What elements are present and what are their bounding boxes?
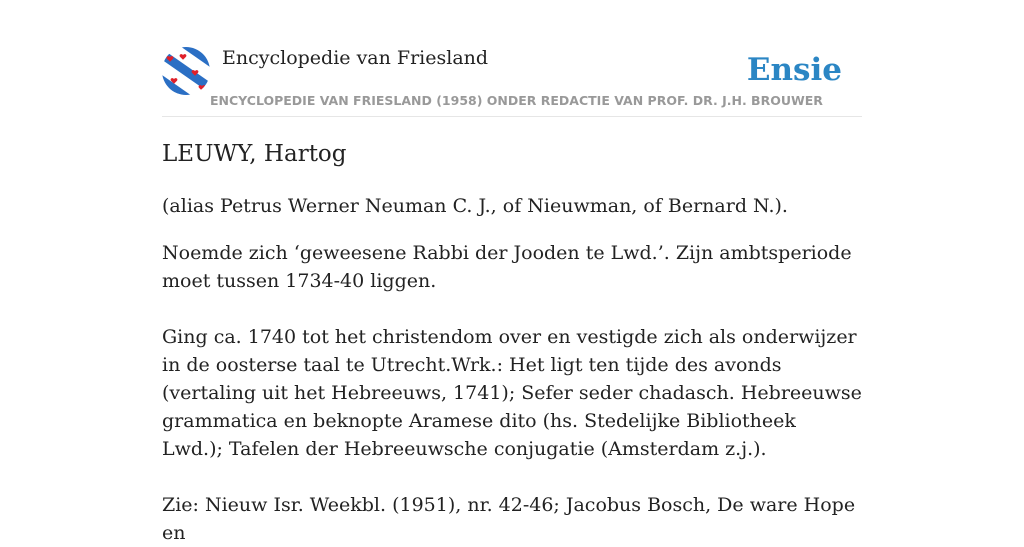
ensie-brand-link[interactable]: Ensie [746, 52, 842, 88]
entry-title: LEUWY, Hartog [162, 141, 347, 167]
encyclopedia-subtitle: ENCYCLOPEDIE VAN FRIESLAND (1958) ONDER REDACTIE VAN PROF. DR. J.H. BROUWER [210, 93, 823, 108]
site-header [162, 40, 862, 117]
entry-alias: (alias Petrus Werner Neuman C. J., of Nieuwman, of Bernard N.). [162, 195, 788, 217]
article-content [162, 138, 862, 547]
site-title-link[interactable]: Encyclopedie van Friesland [222, 47, 489, 69]
friesland-flag-icon[interactable] [162, 47, 210, 95]
entry-body: Noemde zich ‘geweesene Rabbi der Jooden te Lwd.’. Zijn ambtsperiode moet tussen 1734-40 liggen. Ging ca. 1740 tot het christendom over en vestigde zich als onderwijzer in de oosterse taal te Utrecht.Wrk.: Het ligt ten tijde des avonds (vertaling uit het Hebreeuws, 1741); Sefer seder chadasch. Hebreeuwse grammatica en beknopte Aramese dito (hs. Stedelijke Bibliotheek Lwd.); Tafelen der Hebreeuwsche conjugatie (Amsterdam z.j.). Zie: Nieuw Isr. Weekbl. (1951), nr. 42-46; Jacobus Bosch, De ware Hope en [162, 242, 862, 544]
